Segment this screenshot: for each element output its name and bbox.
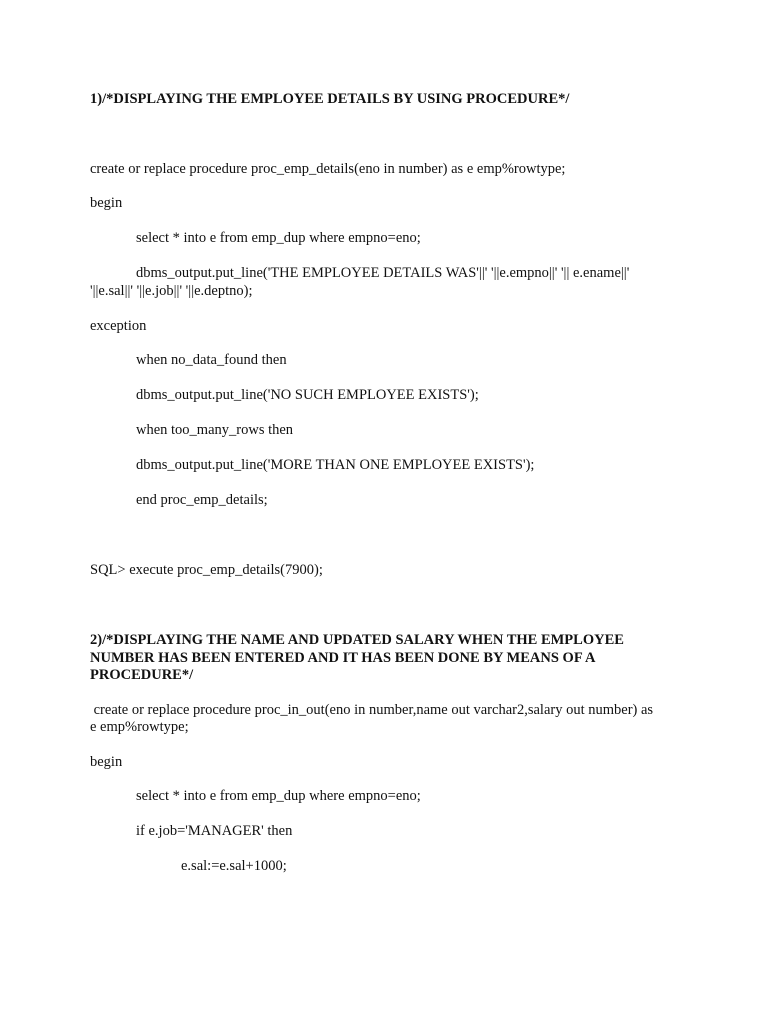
code-line: e emp%rowtype; [90, 719, 189, 735]
code-line: select * into e from emp_dup where empno=eno; [136, 230, 421, 246]
code-line: dbms_output.put_line('NO SUCH EMPLOYEE EXISTS'); [136, 387, 479, 403]
code-line: begin [90, 754, 123, 770]
code-line: create or replace procedure proc_in_out(eno in number,name out varchar2,salary out number) as [90, 702, 654, 718]
sql-command-line: SQL> execute proc_emp_details(7900); [90, 562, 323, 578]
section2-heading-line: NUMBER HAS BEEN ENTERED AND IT HAS BEEN DONE BY MEANS OF A [90, 650, 596, 666]
section2-heading-line: PROCEDURE*/ [90, 667, 194, 683]
section1-heading: 1)/*DISPLAYING THE EMPLOYEE DETAILS BY USING PROCEDURE*/ [90, 91, 570, 107]
code-line: '||e.sal||' '||e.job||' '||e.deptno); [90, 283, 253, 299]
code-line: dbms_output.put_line('THE EMPLOYEE DETAILS WAS'||' '||e.empno||' '|| e.ename||' [136, 265, 630, 281]
code-line: select * into e from emp_dup where empno=eno; [136, 788, 421, 804]
code-line: e.sal:=e.sal+1000; [181, 858, 287, 874]
section2-heading-line: 2)/*DISPLAYING THE NAME AND UPDATED SALARY WHEN THE EMPLOYEE [90, 632, 624, 648]
code-line: exception [90, 318, 147, 334]
code-line: dbms_output.put_line('MORE THAN ONE EMPLOYEE EXISTS'); [136, 457, 535, 473]
code-line: create or replace procedure proc_emp_details(eno in number) as e emp%rowtype; [90, 161, 566, 177]
code-line: if e.job='MANAGER' then [136, 823, 293, 839]
code-line: when no_data_found then [136, 352, 287, 368]
code-line: begin [90, 195, 123, 211]
code-line: end proc_emp_details; [136, 492, 268, 508]
code-line: when too_many_rows then [136, 422, 294, 438]
